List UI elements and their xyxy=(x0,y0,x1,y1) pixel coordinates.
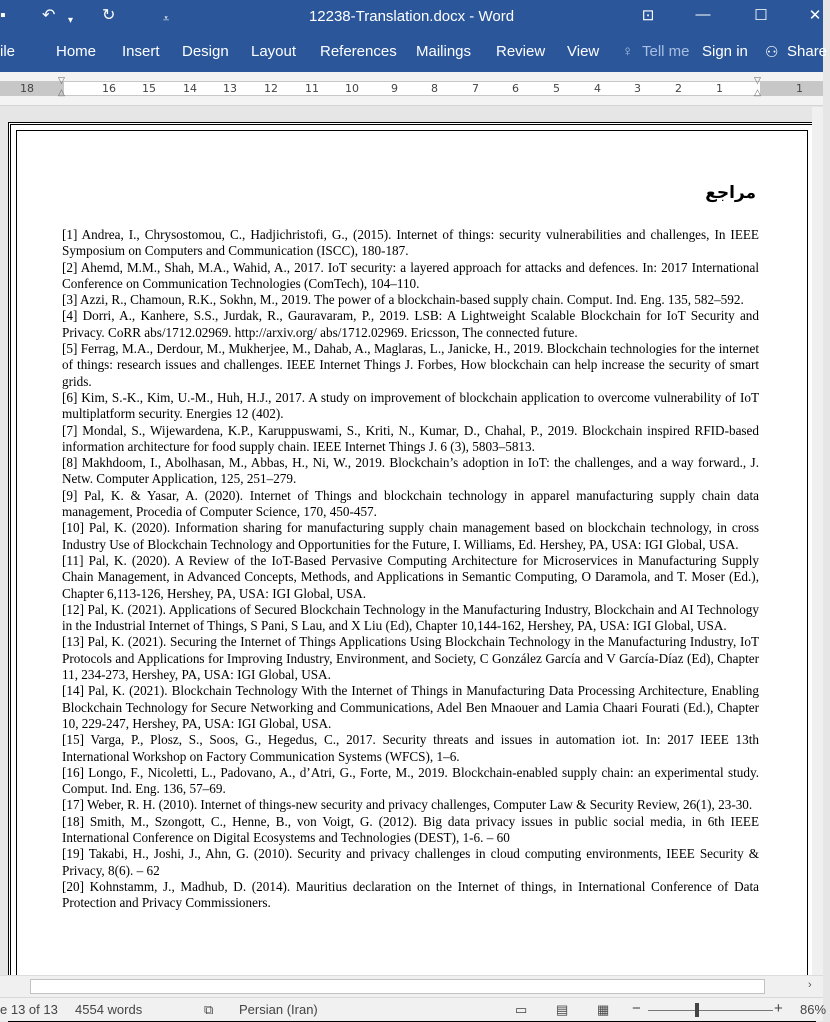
ruler-label: 2 xyxy=(675,82,682,95)
web-layout-icon[interactable]: ▦ xyxy=(597,1002,610,1017)
maximize-button[interactable]: ☐ xyxy=(754,7,768,24)
ruler-label: 7 xyxy=(472,82,479,95)
reference-entry: [15] Varga, P., Plosz, S., Soos, G., Hegedus, C., 2017. Security threats and issues in automation iot. In: 2017 IEEE 13th International Workshop on Factory Communication Systems (WFCS), 1–6. xyxy=(62,732,759,764)
document-canvas xyxy=(0,107,823,975)
reference-entry: [6] Kim, S.-K., Kim, U.-M., Huh, H.J., 2017. A study on improvement of blockchain application to overcome vulnerability of IoT multiplatform security. Energies 12 (402). xyxy=(62,389,759,422)
window-title: 12238-Translation.docx - Word xyxy=(308,8,515,25)
horizontal-ruler[interactable] xyxy=(0,72,823,106)
undo-icon[interactable]: ↶ xyxy=(42,7,56,24)
share-icon[interactable]: ⚇ xyxy=(765,44,779,61)
ruler-label: 3 xyxy=(634,82,641,95)
reference-entry: [1] Andrea, I., Chrysostomou, C., Hadjichristofi, G., (2015). Internet of things: security vulnerabilities and challenges, In IEEE Symposium on Computers and Communication (ISCC), 180-187. xyxy=(62,227,759,259)
references-heading: مراجع xyxy=(705,183,756,203)
ruler-track xyxy=(0,81,823,96)
tab-file[interactable]: ile xyxy=(0,43,16,60)
tab-view[interactable]: View xyxy=(567,43,600,60)
reference-entry: [3] Azzi, R., Chamoun, R.K., Sokhn, M., 2019. The power of a blockchain-based supply chain. Comput. Ind. Eng. 135, 582–592. xyxy=(62,292,744,308)
ribbon-tabs xyxy=(0,34,828,72)
save-icon[interactable]: ▪ xyxy=(0,7,6,24)
vertical-scrollbar[interactable] xyxy=(812,107,823,975)
tab-design[interactable]: Design xyxy=(182,43,229,60)
reference-entry: [11] Pal, K. (2020). A Review of the IoT-Based Pervasive Computing Architecture for Microservices in Manufacturing Supply Chain Management, in Advanced Concepts, Methods, and Applications in Semantic Computing, O Daramola, and T. Moser (Ed.), Chapter 6,113-126, Hershey, PA, USA: IGI Global, USA. xyxy=(62,552,759,601)
ruler-label: 11 xyxy=(305,82,319,95)
page-count[interactable]: e 13 of 13 xyxy=(0,1002,58,1017)
read-mode-icon[interactable]: ▭ xyxy=(515,1002,528,1017)
reference-entry: [5] Ferrag, M.A., Derdour, M., Mukherjee, M., Dahab, A., Maglaras, L., Janicke, H., 2019. Blockchain technologies for the internet of things: research issues and challenges. IEEE Internet Things J. Forbes, How blockchain can help increase the security of smart grids. xyxy=(62,341,759,389)
tab-mailings[interactable]: Mailings xyxy=(416,43,472,60)
reference-entry: [17] Weber, R. H. (2010). Internet of things-new security and privacy challenges, Computer Law & Security Review, 26(1), 23-30. xyxy=(62,797,753,813)
zoom-level[interactable]: 86% xyxy=(800,1002,827,1017)
ruler-label: 14 xyxy=(183,82,197,95)
reference-entry: [2] Ahemd, M.M., Shah, M.A., Wahid, A., 2017. IoT security: a layered approach for attacks and defences. In: 2017 International Conference on Communication Technologies (ComTech), 104–110. xyxy=(62,259,759,291)
right-indent-marker[interactable]: △ xyxy=(754,87,761,97)
tab-references[interactable]: References xyxy=(320,43,397,60)
horizontal-scrollbar[interactable] xyxy=(0,975,823,997)
ruler-label: 15 xyxy=(142,82,156,95)
zoom-slider-track[interactable] xyxy=(648,1010,773,1011)
reference-entry: [19] Takabi, H., Joshi, J., Ahn, G. (2010). Security and privacy challenges in cloud computing environments, IEEE Security & Privacy, 8(6). – 62 xyxy=(62,846,759,878)
title-bar xyxy=(0,0,823,34)
reference-entry: [4] Dorri, A., Kanhere, S.S., Jurdak, R., Gauravaram, P., 2019. LSB: A Lightweight Scalable Blockchain for IoT Security and Privacy. CoRR abs/1712.02969. http://arxiv.org/ abs/1712.02969. Ericsson, The connected future. xyxy=(62,308,759,340)
ruler-label: 9 xyxy=(391,82,398,95)
ruler-label: 8 xyxy=(431,82,438,95)
ruler-label: 1 xyxy=(716,82,723,95)
ruler-label: 10 xyxy=(345,82,359,95)
ruler-label: 13 xyxy=(223,82,237,95)
undo-dropdown-icon[interactable]: ▾ xyxy=(68,15,74,26)
ruler-label: 6 xyxy=(512,82,519,95)
ruler-label: 12 xyxy=(264,82,278,95)
reference-entry: [9] Pal, K. & Yasar, A. (2020). Internet of Things and blockchain technology in apparel manufacturing supply chain data management, Procedia of Computer Science, 170, 450-457. xyxy=(62,487,759,520)
redo-icon[interactable]: ↻ xyxy=(102,7,116,24)
reference-entry: [18] Smith, M., Szongott, C., Henne, B., von Voigt, G. (2012). Big data privacy issues in public social media, in 6th IEEE International Conference on Digital Ecosystems and Technologies (DEST), 1-6. – 60 xyxy=(62,813,759,845)
ruler-label: 18 xyxy=(20,82,34,95)
close-button[interactable]: ✕ xyxy=(808,7,822,24)
reference-entry: [14] Pal, K. (2021). Blockchain Technology With the Internet of Things in Manufacturing Data Processing Architecture, Enabling Blockchain Technology for Secure Networking and Communications, Adel Ben Mnaouer and Lamia Chaari Fourati (Ed.), Chapter 10, 229-247, Hershey, PA, USA: IGI Global, USA. xyxy=(62,683,759,731)
lightbulb-icon: ♀ xyxy=(622,43,634,60)
ruler-label: 16 xyxy=(102,82,116,95)
ruler-label: 4 xyxy=(594,82,601,95)
proofing-icon[interactable]: ⧉ xyxy=(204,1002,214,1017)
share-button[interactable]: Share xyxy=(787,43,828,60)
tab-review[interactable]: Review xyxy=(496,43,546,60)
minimize-button[interactable]: — xyxy=(695,6,711,23)
first-line-indent-marker[interactable]: ▽ xyxy=(58,75,65,85)
reference-entry: [8] Makhdoom, I., Abolhasan, M., Abbas, H., Ni, W., 2019. Blockchain’s adoption in IoT: the challenges, and a way forward., J. Netw. Computer Application, 125, 251–279. xyxy=(62,455,759,487)
ribbon-display-options-icon[interactable]: ⊡ xyxy=(641,7,655,24)
horizontal-scrollbar-thumb[interactable] xyxy=(30,979,765,994)
tab-layout[interactable]: Layout xyxy=(251,43,297,60)
left-indent-marker[interactable]: △ xyxy=(58,87,65,97)
ruler-right-margin xyxy=(760,82,823,95)
tab-insert[interactable]: Insert xyxy=(122,43,160,60)
word-count[interactable]: 4554 words xyxy=(75,1002,143,1017)
reference-entry: [10] Pal, K. (2020). Information sharing for manufacturing supply chain management based on blockchain technology, in cross Industry Use of Blockchain Technology and Opportunities for the Future, I. Williams, Ed. Hershey, PA, USA: IGI Global, USA. xyxy=(62,520,759,552)
zoom-slider-thumb[interactable] xyxy=(695,1003,699,1017)
document-page[interactable] xyxy=(8,122,816,1022)
print-layout-icon[interactable]: ▤ xyxy=(556,1002,569,1017)
reference-entry: [12] Pal, K. (2021). Applications of Secured Blockchain Technology in the Manufacturing Industry, Blockchain and AI Technology in the Industrial Internet of Things, S Pani, S Lau, and X Liu (Ed), Chapter 10,144-162, Hershey, PA, USA: IGI Global, USA. xyxy=(62,601,759,634)
customize-qat-icon[interactable]: ⩡ xyxy=(163,13,170,25)
zoom-out-button[interactable]: − xyxy=(632,1000,641,1017)
tell-me-search[interactable]: Tell me xyxy=(642,43,690,60)
right-indent-top-marker[interactable]: ▽ xyxy=(754,75,761,85)
zoom-in-button[interactable]: + xyxy=(774,1000,783,1017)
sign-in-link[interactable]: Sign in xyxy=(702,43,748,60)
ruler-label: 1 xyxy=(796,82,803,95)
tab-home[interactable]: Home xyxy=(56,43,97,60)
reference-entry: [7] Mondal, S., Wijewardena, K.P., Karuppuswami, S., Kriti, N., Kumar, D., Chahal, P., 2019. Blockchain inspired RFID-based information architecture for food supply chain. IEEE Internet Things J. 6 (3), 5803–5813. xyxy=(62,422,759,454)
reference-entry: [16] Longo, F., Nicoletti, L., Padovano, A., d’Atri, G., Forte, M., 2019. Blockchain-enabled supply chain: an experimental study. Comput. Ind. Eng. 136, 57–69. xyxy=(62,764,759,797)
status-bar xyxy=(0,997,827,1021)
scroll-right-arrow-icon[interactable]: › xyxy=(808,979,812,991)
reference-entry: [20] Kohnstamm, J., Madhub, D. (2014). Mauritius declaration on the Internet of things, in International Conference of Data Protection and Privacy Commissioners. xyxy=(62,878,759,911)
ruler-label: 5 xyxy=(553,82,560,95)
reference-entry: [13] Pal, K. (2021). Securing the Internet of Things Applications Using Blockchain Technology in the Manufacturing Industry, IoT Protocols and Applications for Improving Industry, Environment, and Society, C González García and V García-Díaz (Ed), Chapter 11, 234-273, Hershey, PA, USA: IGI Global, USA. xyxy=(62,634,759,683)
references-list[interactable] xyxy=(62,227,759,911)
language-indicator[interactable]: Persian (Iran) xyxy=(239,1002,318,1017)
